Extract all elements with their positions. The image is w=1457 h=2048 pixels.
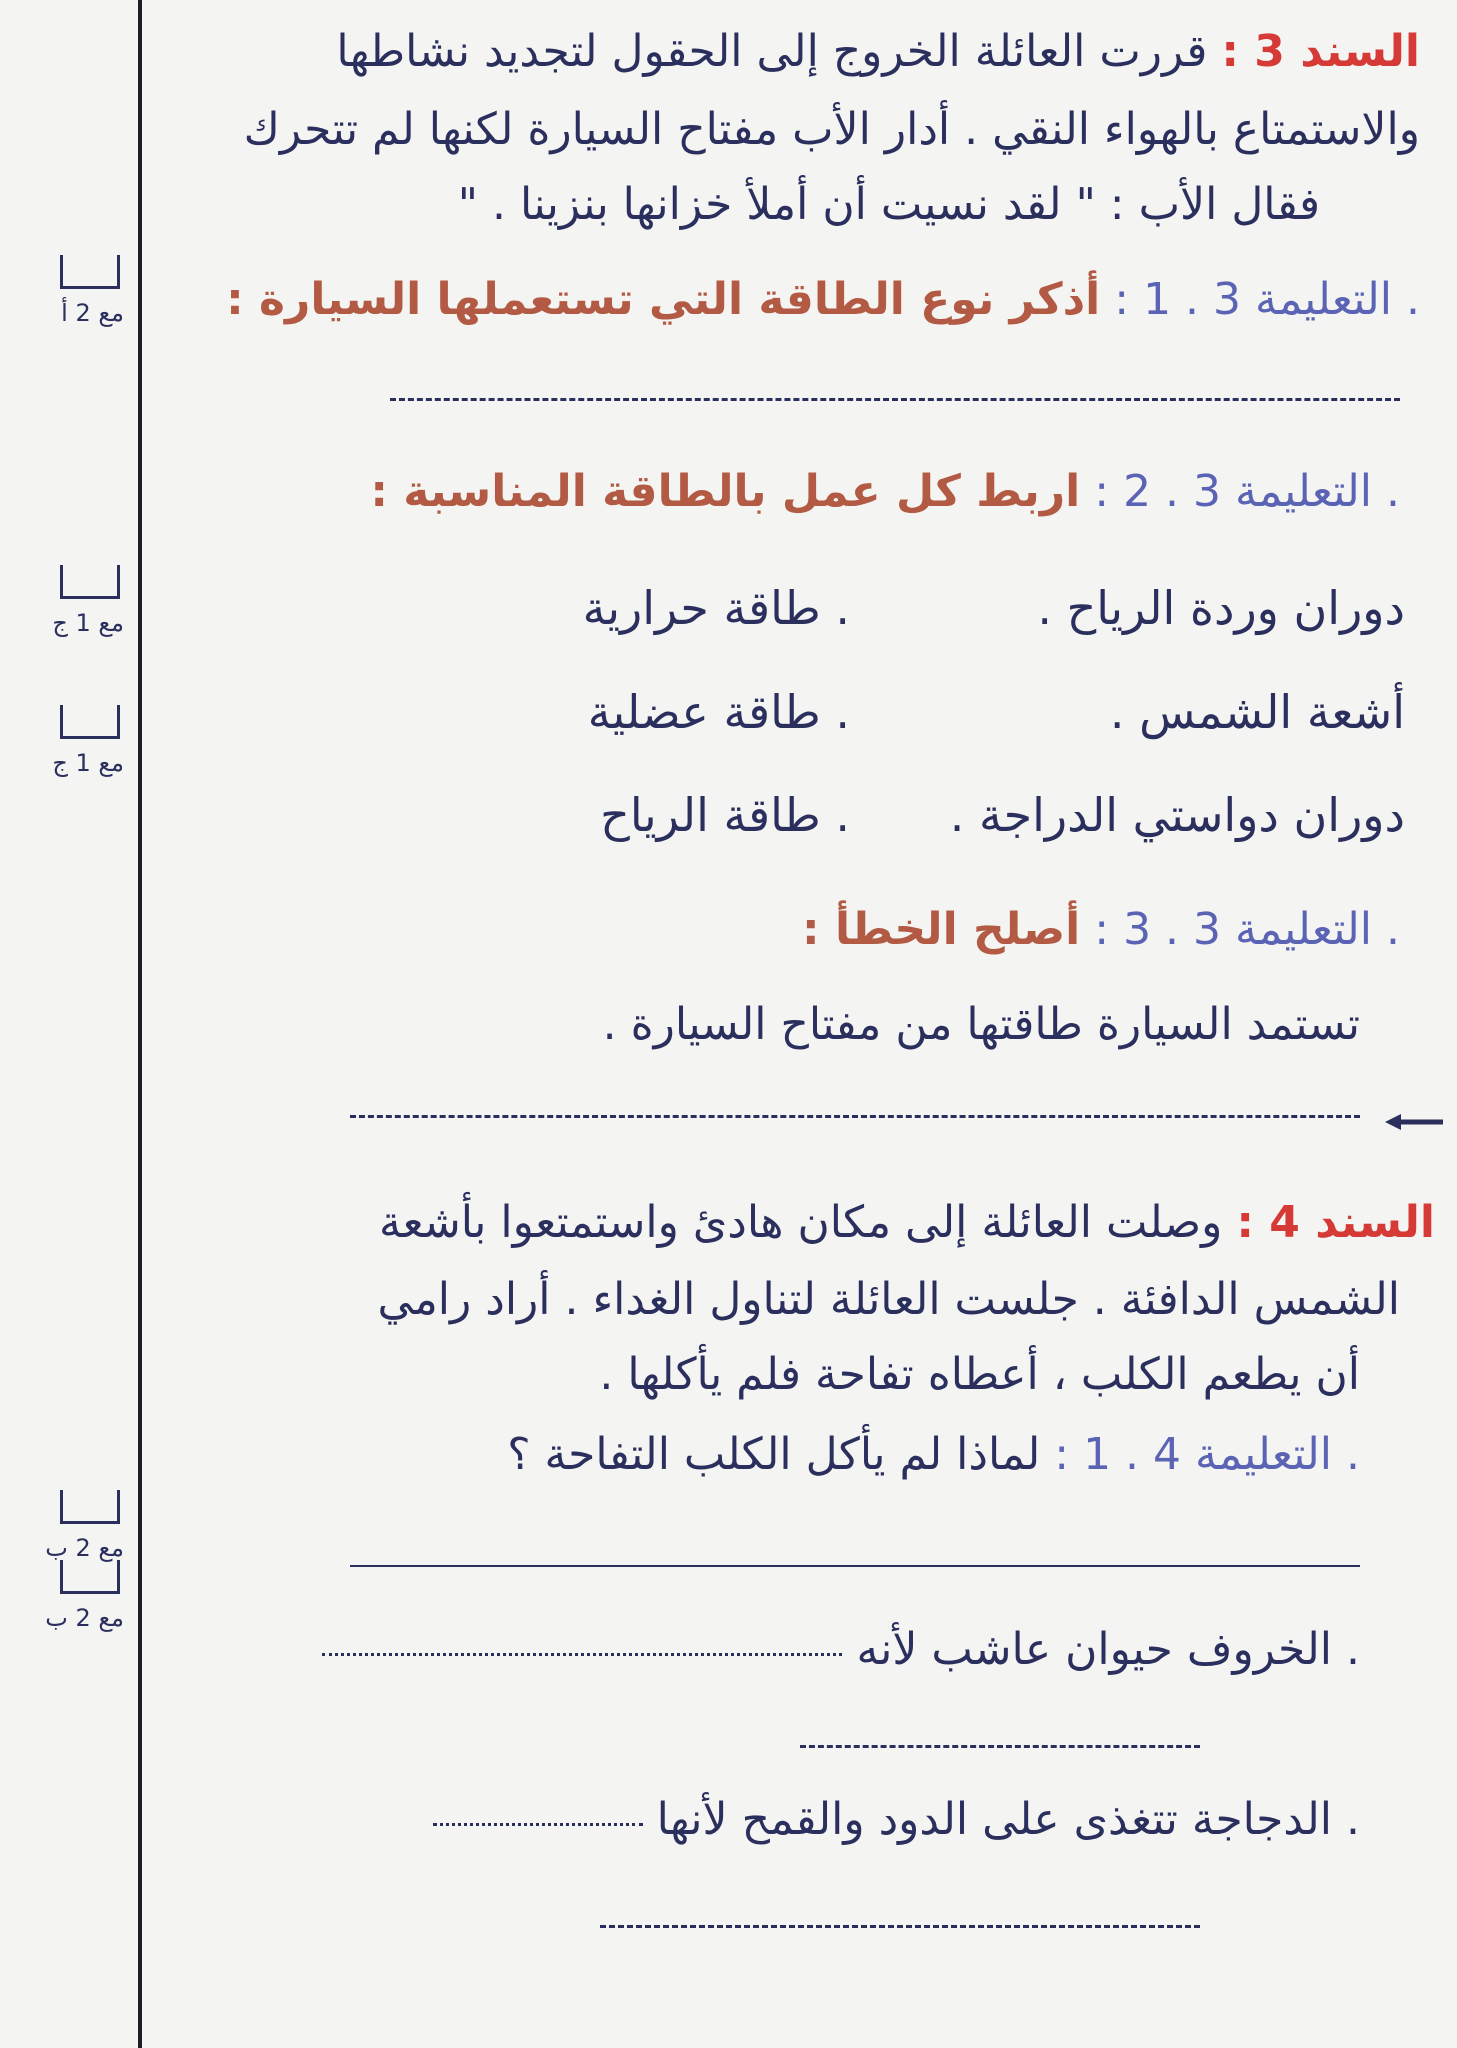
answer-line[interactable] [322,1653,842,1656]
task41-item1-line [322,1620,1360,1680]
score-label: مع 2 أ [61,299,124,327]
section4-label: السند 4 : [1236,1197,1435,1248]
section3-text2: والاستمتاع بالهواء النقي . أدار الأب مفتاح السيارة لكنها لم تتحرك [243,104,1420,155]
task33-sentence: تستمد السيارة طاقتها من مفتاح السيارة . [602,999,1360,1050]
task32-label: . التعليمة 3 . 2 : [1094,466,1400,517]
section4-text1: وصلت العائلة إلى مكان هادئ واستمتعوا بأشعة [379,1197,1223,1248]
section4-line1 [379,1193,1435,1253]
task41-item1: . الخروف حيوان عاشب لأنه [856,1624,1360,1675]
score-label: مع 2 ب [45,1534,124,1562]
section3-line1 [336,22,1420,82]
pair-action[interactable]: أشعة الشمس . [1109,685,1405,739]
task32-text: اربط كل عمل بالطاقة المناسبة : [370,466,1081,517]
answer-line[interactable] [350,1115,1360,1118]
section3-text3: فقال الأب : " لقد نسيت أن أملأ خزانها بنزينا . " [457,179,1320,230]
score-label: مع 1 ج [52,609,124,637]
arrow-icon [1385,1112,1445,1132]
answer-line[interactable] [433,1823,643,1826]
answer-line[interactable] [350,1565,1360,1567]
section4-text3: أن يطعم الكلب ، أعطاه تفاحة فلم يأكلها . [599,1349,1360,1400]
section3-text1: قررت العائلة الخروج إلى الحقول لتجديد نشاطها [336,26,1208,77]
section4-line3 [599,1345,1360,1405]
task31-line [226,270,1420,330]
task33-sentence-line [603,995,1360,1055]
score-label: مع 1 ج [52,749,124,777]
score-box-frame [60,565,120,599]
task33-line [802,900,1400,960]
section4-text2: الشمس الدافئة . جلست العائلة لتناول الغداء . أراد رامي [377,1274,1400,1325]
task32-line [370,462,1400,522]
score-box-frame [60,1490,120,1524]
score-box [20,565,130,675]
answer-line[interactable] [390,398,1400,401]
task33-label: . التعليمة 3 . 3 : [1094,904,1400,955]
pair-energy[interactable]: . طاقة عضلية [587,685,850,739]
score-box [20,255,130,365]
score-label: مع 2 ب [45,1604,124,1632]
worksheet [150,0,1440,2048]
task41-text: لماذا لم يأكل الكلب التفاحة ؟ [507,1429,1041,1480]
section4-line2 [378,1270,1400,1330]
score-box-frame [60,705,120,739]
pair-energy[interactable]: . طاقة حرارية [582,581,850,635]
task33-text: أصلح الخطأ : [802,904,1081,955]
task41-label: . التعليمة 4 . 1 : [1054,1429,1360,1480]
task41-item2-line [433,1790,1360,1850]
pair-energy[interactable]: . طاقة الرياح [600,788,850,842]
section3-line3 [458,175,1320,235]
answer-line[interactable] [800,1745,1200,1748]
task31-text: أذكر نوع الطاقة التي تستعملها السيارة : [226,274,1101,325]
pair-action[interactable]: دوران دواستي الدراجة . [949,788,1405,842]
margin-line [138,0,142,2048]
section3-line2 [244,100,1420,160]
score-box-frame [60,255,120,289]
task41-line [507,1425,1360,1485]
score-box [20,1560,130,1670]
answer-line[interactable] [600,1925,1200,1928]
score-box [20,705,130,815]
section3-label: السند 3 : [1221,26,1420,77]
score-box-frame [60,1560,120,1594]
task31-label: . التعليمة 3 . 1 : [1114,274,1420,325]
task41-item2: . الدجاجة تتغذى على الدود والقمح لأنها [656,1794,1360,1845]
pair-action[interactable]: دوران وردة الرياح . [1037,581,1405,635]
